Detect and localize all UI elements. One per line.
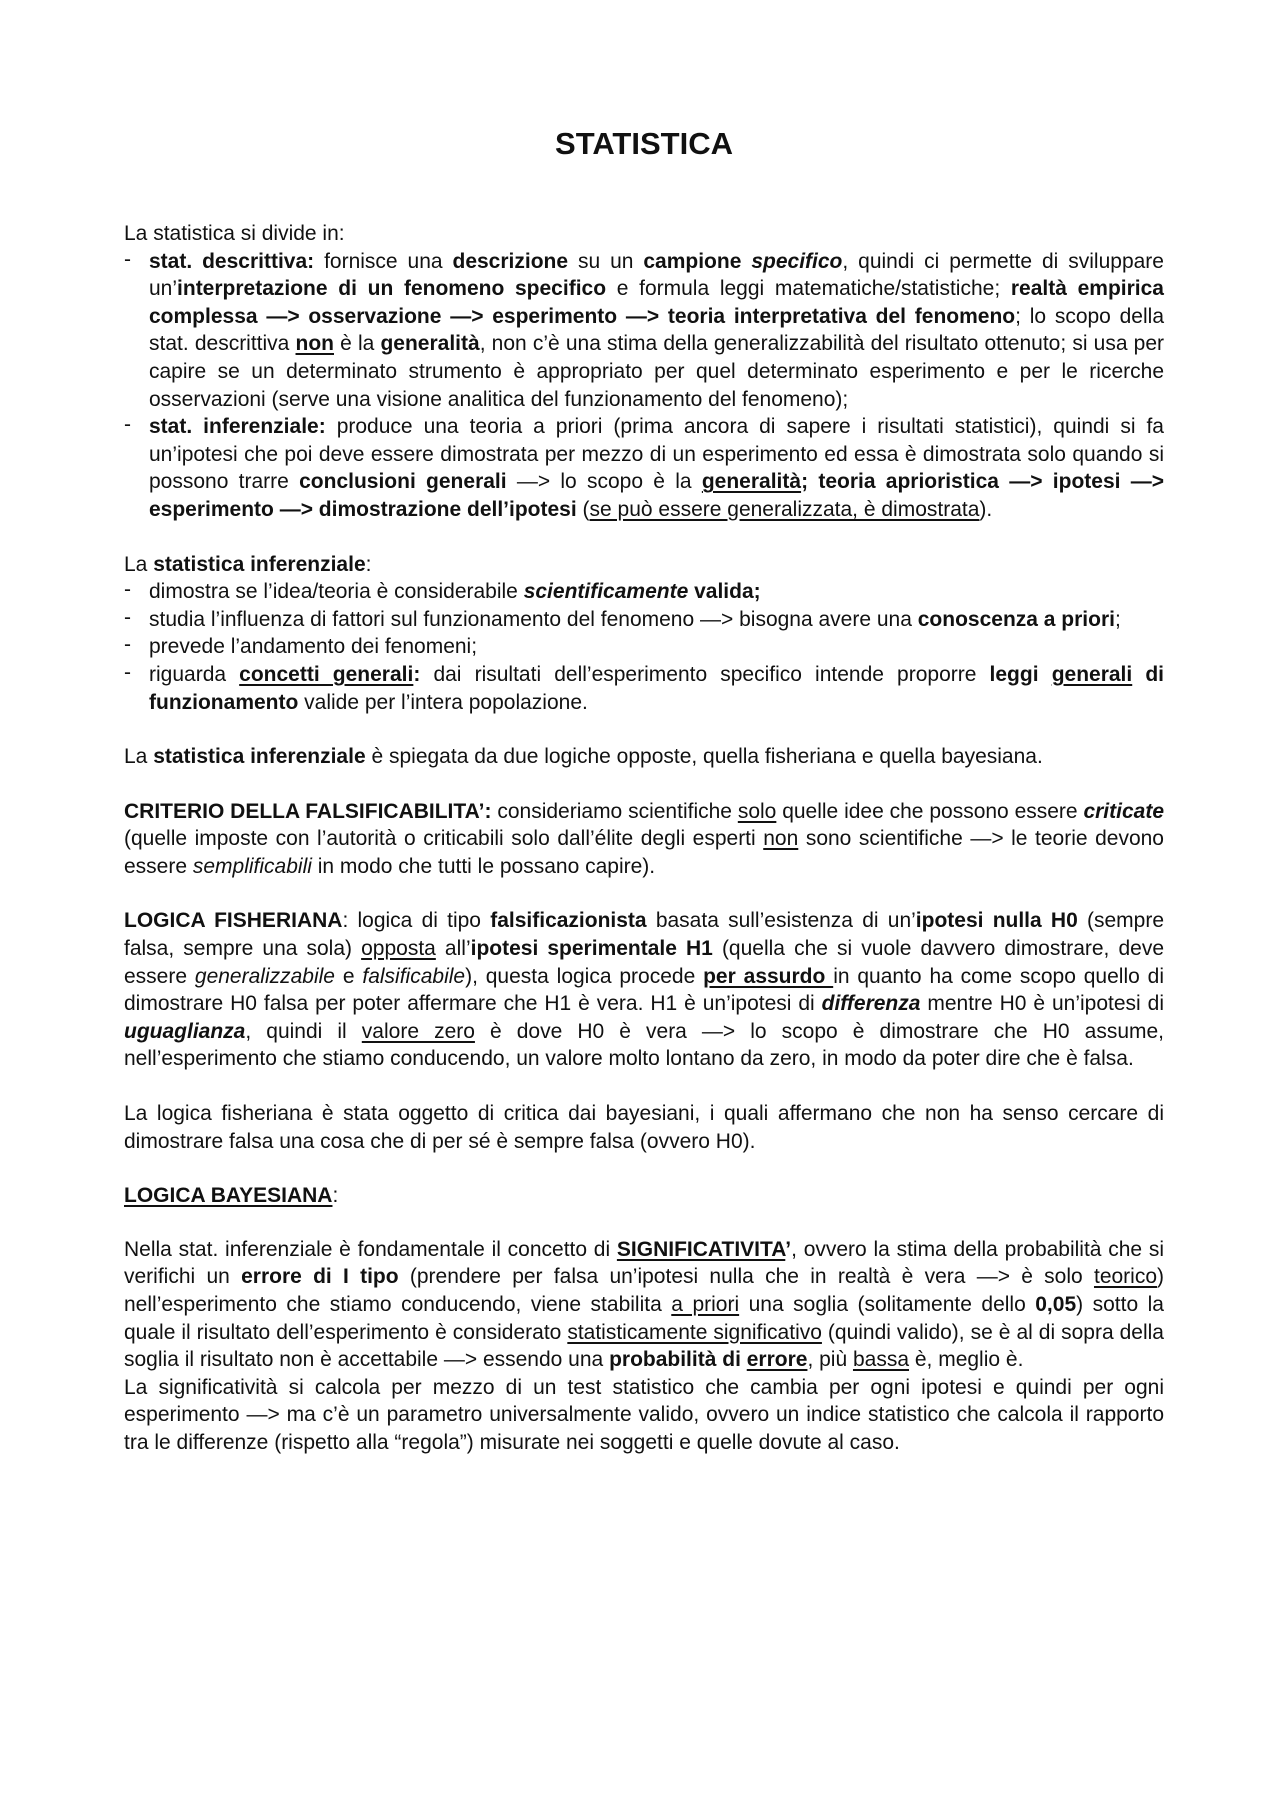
text-run: : <box>365 552 372 576</box>
text-run: fornisce una <box>314 249 453 273</box>
section-intro: La statistica si divide in: <box>124 222 345 245</box>
text-run: studia l’influenza di fattori sul funzionamento del fenomeno —> bisogna avere una <box>149 607 918 631</box>
text-run: all’ <box>435 937 471 961</box>
text-run: riguarda <box>149 662 240 686</box>
text-run: teoria aprioristica —> ipotesi —> esperimento —> dimostrazione dell’ipotesi <box>149 470 1164 521</box>
text-run: una soglia (solitamente dello <box>739 1293 1036 1316</box>
text-run: ; <box>1114 607 1121 631</box>
text-run: di funzionamento <box>149 662 1165 714</box>
paragraph-critica <box>124 1100 1164 1155</box>
text-run: se può essere generalizzata, è dimostrata <box>589 497 980 521</box>
text-run: quelle idee che possono essere <box>776 799 1084 823</box>
text-run: statistica inferenziale <box>153 745 366 769</box>
text-run: generalizzabile <box>194 964 335 988</box>
text-run: conoscenza a priori <box>917 607 1115 631</box>
text-run: specifico <box>751 249 843 273</box>
inferenziale-list <box>124 578 1164 716</box>
heading-bayesiana <box>124 1182 1164 1210</box>
text-run: ), questa logica procede <box>465 964 704 988</box>
text-run: è spiegata da due logiche opposte, quella fisheriana e quella bayesiana. <box>365 745 1043 769</box>
text-run: valore zero <box>361 1019 475 1043</box>
text-run: è, meglio è. <box>909 1348 1024 1372</box>
text-run: criticate <box>1083 799 1164 823</box>
paragraph-test-statistico <box>124 1374 1164 1457</box>
list-item <box>124 661 1164 716</box>
text-run: generalità <box>701 470 802 494</box>
text-run: (sempre falsa, sempre una sola) <box>124 909 1164 961</box>
text-run: ; lo scopo della stat. descrittiva <box>149 304 1164 356</box>
text-run: differenza <box>821 992 921 1016</box>
paragraph-significativita <box>124 1236 1164 1374</box>
text-run: probabilità di <box>609 1348 747 1372</box>
text-run: dai risultati dell’esperimento specifico intende proporre <box>420 662 990 686</box>
text-run: realtà empirica complessa —> osservazione —> esperimento —> teoria interpretativa del fenomeno <box>149 277 1164 328</box>
text-run: LOGICA BAYESIANA <box>124 1184 333 1208</box>
text-run: e <box>334 964 363 988</box>
text-run: uguaglianza <box>124 1019 246 1043</box>
text-run: SIGNIFICATIVITA <box>616 1237 786 1261</box>
text-run: , quindi ci permette di sviluppare un’ <box>149 249 1164 301</box>
text-run: è la <box>334 332 381 356</box>
text-run: basata sull’esistenza di un’ <box>646 909 916 933</box>
text-run: ipotesi sperimentale H1 <box>470 937 713 961</box>
text-run: La logica fisheriana è stata oggetto di critica dai bayesiani, i quali affermano che non ha senso cercare di dimostrare falsa una cosa che di per sé è sempre falsa (ovvero H0). <box>124 1102 1164 1153</box>
text-run: falsificabile <box>362 964 466 988</box>
text-run: ( <box>576 497 590 521</box>
text-run: leggi <box>989 662 1039 686</box>
list-item-descrittiva <box>124 248 1164 414</box>
text-run: generali <box>1051 662 1133 686</box>
text-run: stat. descrittiva: <box>149 249 315 273</box>
text-run: La <box>124 745 154 769</box>
text-run: campione <box>643 249 742 273</box>
text-run: scientificamente <box>523 580 689 604</box>
inferenziale-intro <box>124 551 1164 579</box>
text-run: statisticamente significativo <box>567 1320 822 1344</box>
text-run: semplificabili <box>192 854 312 878</box>
text-run: La <box>124 552 154 576</box>
text-run: interpretazione di un fenomeno specifico <box>177 277 607 301</box>
text-run <box>1039 663 1052 686</box>
division-list <box>124 248 1164 524</box>
text-run: consideriamo scientifiche <box>491 799 738 823</box>
text-run: su un <box>568 249 644 273</box>
page-title: STATISTICA <box>555 126 733 161</box>
text-run: per assurdo <box>703 964 834 988</box>
text-run: solo <box>737 799 777 823</box>
text-run: Nella stat. inferenziale è fondamentale il concetto di <box>124 1237 617 1261</box>
text-run: La significatività si calcola per mezzo di un test statistico che cambia per ogni ipotesi e quindi per ogni esperimento —> ma c’è un parametro universalmente valido, ovvero un indice statistico che calcola il rapporto tra le differenze (rispetto alla “regola”) misurate nei soggetti e quelle dovute al caso. <box>124 1375 1164 1454</box>
text-run: è dove H0 è vera —> lo scopo è dimostrare che H0 assume, nell’esperimento che stiamo conducendo, un valore molto lontano da zero, in modo da poter dire che è falsa. <box>124 1019 1165 1071</box>
text-run: dimostra se l’idea/teoria è considerabile <box>149 580 524 604</box>
text-run: non <box>763 827 799 851</box>
text-run: generalità <box>380 332 480 356</box>
text-run: descrizione <box>452 249 569 273</box>
text-run: : <box>413 662 421 686</box>
text-run: valide per l’intera popolazione. <box>298 690 588 714</box>
text-run: LOGICA FISHERIANA <box>124 909 343 933</box>
text-run: concetti generali <box>239 662 414 686</box>
text-run: , ovvero la stima della probabilità che si verifichi un <box>124 1237 1164 1289</box>
text-run: teorico <box>1093 1265 1158 1289</box>
text-run: : logica di tipo <box>342 909 491 933</box>
text-run: ipotesi nulla H0 <box>915 909 1078 933</box>
text-run: non <box>295 332 334 356</box>
text-run: conclusioni generali <box>299 470 507 494</box>
text-run: stat. inferenziale: <box>149 415 326 439</box>
text-run: errore di I tipo <box>241 1265 399 1289</box>
text-run: prevede l’andamento dei fenomeni; <box>149 635 478 659</box>
text-run: , non c’è una stima della generalizzabilità del risultato ottenuto; si usa per capire se un determinato strumento è appropriato per quel determinato esperimento e per le ricerche osservazioni (serve una visione analitica del funzionamento del fenomeno); <box>149 332 1164 411</box>
text-run: in modo che tutti le possano capire). <box>311 854 656 878</box>
text-run: produce una teoria a priori (prima ancora di sapere i risultati statistici), quindi si fa un’ipotesi che poi deve essere dimostrata per mezzo di un esperimento ed essa è dimostrata solo quando si possono trarre <box>149 415 1164 494</box>
text-run: ) nell’esperimento che stiamo conducendo, viene stabilita <box>124 1265 1165 1316</box>
list-item <box>124 633 1164 661</box>
text-run: —> lo scopo è la <box>506 470 702 494</box>
text-run: CRITERIO DELLA FALSIFICABILITA’: <box>124 799 492 823</box>
text-run: in quanto ha come scopo quello di dimostrare H0 falsa per poter affermare che H1 è vera. H1 è un’ipotesi di <box>124 964 1164 1016</box>
text-run: opposta <box>361 937 436 961</box>
paragraph-fisheriana <box>124 907 1164 1073</box>
text-run: (quelle imposte con l’autorità o criticabili solo dall’élite degli esperti <box>124 827 764 851</box>
paragraph-logiche <box>124 743 1164 771</box>
text-run: : <box>332 1184 339 1208</box>
text-run: a priori <box>671 1293 740 1316</box>
list-item <box>124 606 1164 634</box>
text-run: 0,05 <box>1035 1293 1077 1316</box>
text-run: valida; <box>688 580 761 604</box>
paragraph-falsificabilita <box>124 798 1164 881</box>
text-run <box>741 250 751 273</box>
text-run: errore <box>746 1348 808 1372</box>
text-run: mentre H0 è un’ipotesi di <box>920 992 1164 1016</box>
text-run: e formula leggi matematiche/statistiche; <box>606 277 1011 301</box>
text-run: bassa <box>852 1348 910 1372</box>
list-item <box>124 578 1164 606</box>
text-run: ’ <box>785 1237 792 1261</box>
list-item-inferenziale <box>124 413 1164 523</box>
text-run: ) sotto la quale il risultato dell’esperimento è considerato <box>124 1293 1164 1344</box>
text-run: sono scientifiche —> le teorie devono essere <box>124 827 1164 878</box>
text-run: (prendere per falsa un’ipotesi nulla che in realtà è vera —> è solo <box>398 1265 1094 1289</box>
text-run: falsificazionista <box>490 909 647 933</box>
text-run: ). <box>979 497 993 521</box>
text-run: ; <box>801 470 819 494</box>
document-body <box>124 126 1164 1457</box>
text-run: statistica inferenziale <box>153 552 366 576</box>
text-run: (quindi valido), se è al di sopra della soglia il risultato non è accettabile —> essendo una <box>124 1320 1164 1372</box>
text-run: , quindi il <box>245 1019 362 1043</box>
text-run: , più <box>807 1348 853 1372</box>
text-run: (quella che si vuole davvero dimostrare, deve essere <box>124 937 1164 988</box>
